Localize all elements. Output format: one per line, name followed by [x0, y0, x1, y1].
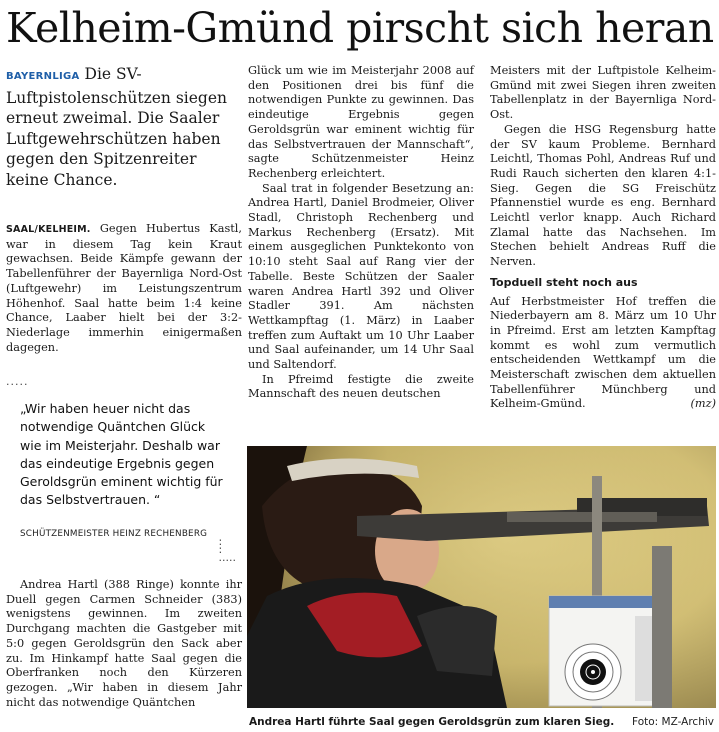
col3-paragraph-2: Gegen die HSG Regensburg hatte der SV kaum Probleme. Bernhard Leichtl, Thomas Pohl, Andreas Ruf und Rudi Rauch sicherten den klaren 4:1-Sieg. Gegen die SG Freischütz Pfannenstiel wurde es eng. Bernhard Leichtl verlor knapp. Auch Richard Zlamal hatte das Nachsehen. Im Stechen behielt Andreas Ruff die Nerven. — [490, 122, 716, 269]
lead-text: Die SV-Luftpistolenschützen siegen erneut zweimal. Die Saaler Luftgewehrschützen haben gegen den Spitzenreiter keine Chance. — [6, 65, 227, 189]
col2-paragraph-3: In Pfreimd festigte die zweite Mannschaft des neuen deutschen — [248, 372, 474, 401]
quote-dots-top: ..... — [6, 375, 29, 388]
pull-quote — [6, 375, 242, 574]
column-1-top — [6, 222, 242, 355]
col1-paragraph-2: Andrea Hartl (388 Ringe) konnte ihr Duell gegen Carmen Schneider (383) wenigstens gewinnen. Im zweiten Durchgang machten die Gastgeber mit 5:0 gegen Geroldsgrün den Sack aber zu. Im Hinkampf hatte Saal gegen die Oberfranken noch den Kürzeren gezogen. „Wir haben in diesem Jahr nicht das notwendige Quäntchen — [6, 578, 242, 709]
quote-source: SCHÜTZENMEISTER HEINZ RECHENBERG — [20, 529, 208, 539]
col3-paragraph-3: Auf Herbstmeister Hof treffen die Niederbayern am 8. März um 10 Uhr in Pfreimd. Erst am letzten Kampftag kommt es wohl zum vermutlich entscheidenden Wettkampf um die Meisterschaft zwischen dem aktuellen Tabellenführer Münchberg und Kelheim-Gmünd. (mz) — [490, 294, 716, 411]
column-1-bottom — [6, 578, 242, 710]
kicker-label: BAYERNLIGA — [6, 71, 80, 82]
caption-text: Andrea Hartl führte Saal gegen Geroldsgrün zum klaren Sieg. — [249, 716, 615, 728]
column-2 — [248, 64, 474, 402]
col2-paragraph-1: Glück um wie im Meisterjahr 2008 auf den Positionen drei bis fünf die notwendigen Punkte zu gewinnen. Das eindeutige Ergebnis gegen Geroldsgrün war eminent wichtig für das Selbstvertrauen der Mannschaft“, sagte Schützenmeister Heinz Rechenberg erleichtert. — [248, 64, 474, 180]
lead-paragraph — [6, 64, 242, 190]
headline: Kelheim-Gmünd pirscht sich heran — [6, 4, 714, 52]
photo-credit: Foto: MZ-Archiv — [632, 716, 714, 728]
column-3 — [490, 64, 716, 412]
author-tag: (mz) — [690, 397, 716, 411]
quote-text: „Wir haben heuer nicht das notwendige Quäntchen Glück wie im Meisterjahr. Deshalb war das eindeutige Ergebnis gegen Geroldsgrün eminent wichtig für das Selbstvertrauen. “ — [20, 401, 223, 508]
col3-paragraph-1: Meisters mit der Luftpistole Kelheim-Gmünd mit zwei Siegen ihren zweiten Tabellenplatz in der Bayernliga Nord-Ost. — [490, 64, 716, 122]
col2-paragraph-2: Saal trat in folgender Besetzung an: Andrea Hartl, Daniel Brodmeier, Oliver Stadl, Christoph Rechenberg und Markus Rechenberg (Ersatz). Mit einem ausgeglichen Punktekonto von 10:10 steht Saal auf Rang vier der Tabelle. Beste Schützen der Saaler waren Andrea Hartl 392 und Oliver Stadler 391. Am nächsten Wettkampftag (1. März) in Laaber treffen zum Auftakt um 10 Uhr Laaber und Saal aufeinander, um 14 Uhr Saal und Saltendorf. — [248, 181, 474, 372]
subheading: Topduell steht noch aus — [490, 275, 638, 289]
shooter-photo — [247, 446, 716, 708]
quote-dots-right: : : ..... — [218, 535, 236, 564]
dateline: SAAL/KELHEIM. — [6, 224, 91, 235]
photo-caption — [247, 713, 716, 731]
col1-paragraph-1: Gegen Hubertus Kastl, war in diesem Tag kein Kraut gewachsen. Beide Kämpfe gewann der Tabellenführer der Bayernliga Nord-Ost (Luftgewehr) im Leistungszentrum Höhenhof. Saal hatte beim 1:4 keine Chance, Laaber hielt bei der 3:2-Niederlage immerhin einigermaßen dagegen. — [6, 222, 242, 354]
